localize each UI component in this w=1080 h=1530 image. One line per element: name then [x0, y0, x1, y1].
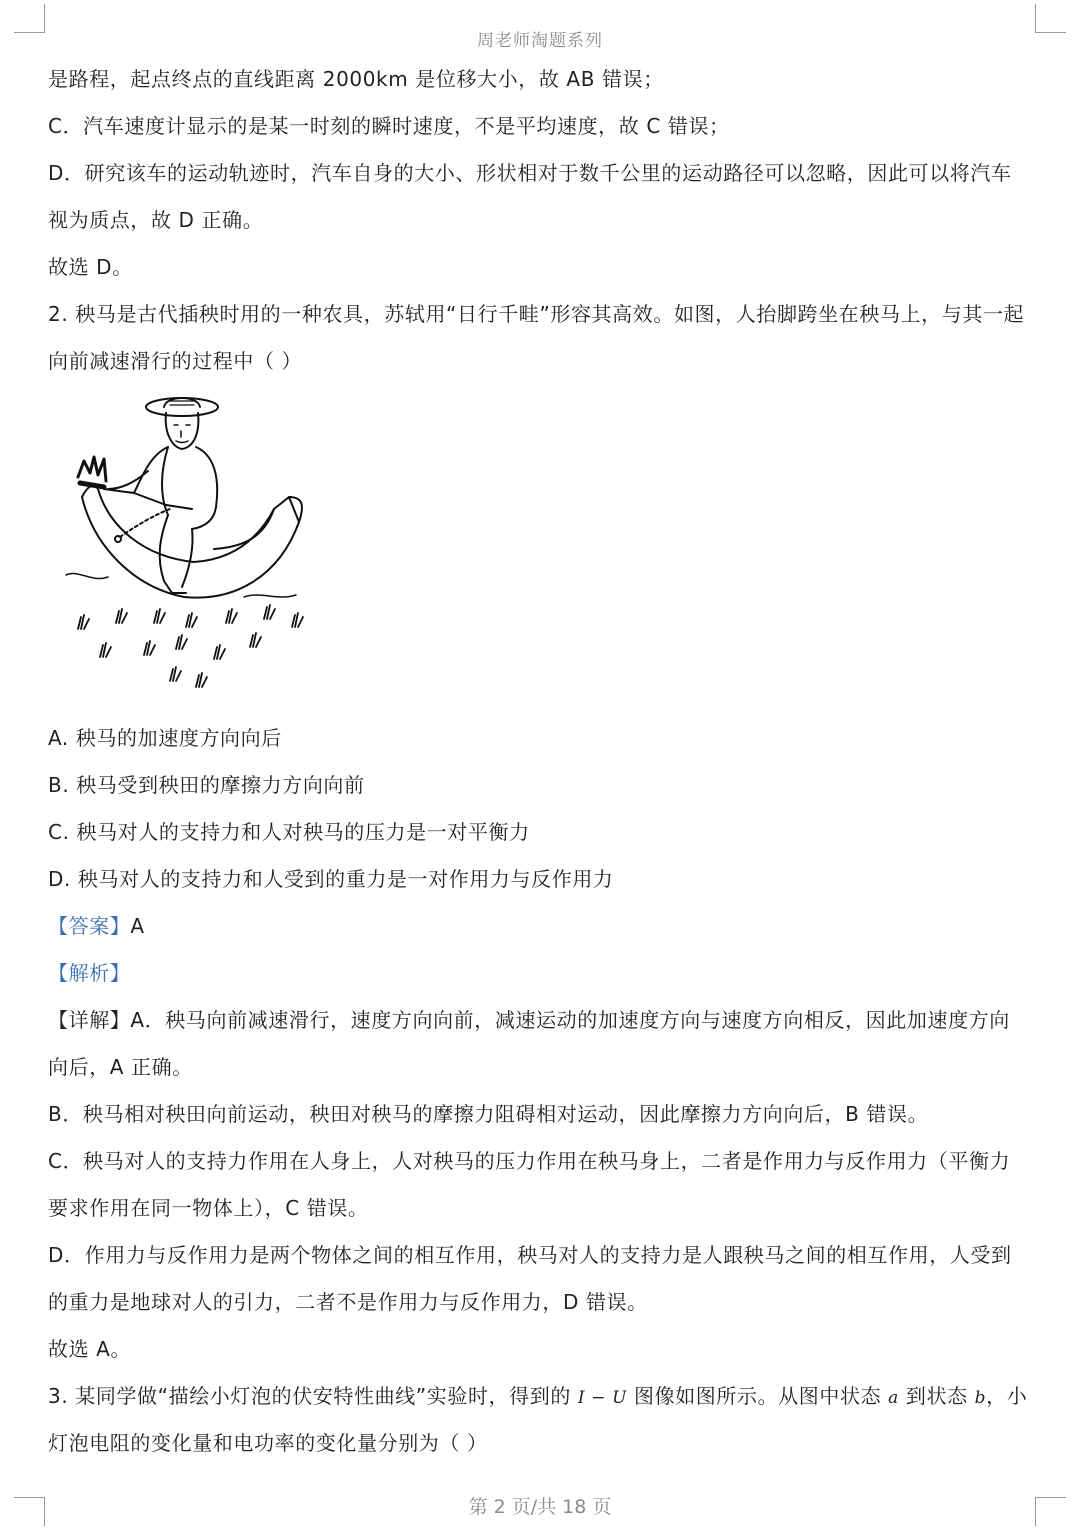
detail-line: D．作用力与反作用力是两个物体之间的相互作用，秧马对人的支持力是人跟秧马之间的相互作用，人受到	[48, 1243, 1012, 1267]
q3-text: 3. 某同学做“描绘小灯泡的伏安特性曲线”实验时，得到的	[48, 1384, 578, 1408]
text-line: C．汽车速度计显示的是某一时刻的瞬时速度，不是平均速度，故 C 错误；	[48, 114, 730, 138]
answer-value: A	[130, 914, 145, 938]
question-3-stem	[48, 1373, 1038, 1420]
question-2-figure	[48, 385, 1038, 715]
q3-text: ，小	[986, 1384, 1028, 1408]
answer-line	[48, 903, 1038, 950]
option-d: D. 秧马对人的支持力和人受到的重力是一对作用力与反作用力	[48, 867, 614, 891]
detail-line: B．秧马相对秧田向前运动，秧田对秧马的摩擦力阻碍相对运动，因此摩擦力方向向后，B 错误。	[48, 1102, 929, 1126]
question-2-stem: 2. 秧马是古代插秧时用的一种农具，苏轼用“日行千畦”形容其高效。如图，人抬脚跨坐在秧马上，与其一起	[48, 302, 1025, 326]
document-body	[48, 56, 1038, 1467]
text-line: D．研究该车的运动轨迹时，汽车自身的大小、形状相对于数千公里的运动路径可以忽略，因此可以将汽车	[48, 161, 1012, 185]
page-header: 周老师淘题系列	[477, 31, 603, 51]
q3-text: 图像如图所示。从图中状态	[627, 1384, 889, 1408]
detail-line: 向后，A 正确。	[48, 1055, 193, 1079]
detail-line: C．秧马对人的支持力作用在人身上，人对秧马的压力作用在秧马身上，二者是作用力与反作用力（平衡力	[48, 1149, 1011, 1173]
detail-line: 要求作用在同一物体上），C 错误。	[48, 1196, 369, 1220]
option-c: C. 秧马对人的支持力和人对秧马的压力是一对平衡力	[48, 820, 530, 844]
detail-line: 的重力是地球对人的引力，二者不是作用力与反作用力，D 错误。	[48, 1290, 648, 1314]
state-b-symbol: b	[974, 1388, 987, 1408]
analysis-tag: 【解析】	[48, 961, 131, 985]
text-line: 是路程，起点终点的直线距离 2000km 是位移大小，故 AB 错误；	[48, 67, 664, 91]
text-line: 视为质点，故 D 正确。	[48, 208, 264, 232]
detail-line: 【详解】A．秧马向前减速滑行，速度方向向前，减速运动的加速度方向与速度方向相反，因此加速度方向	[48, 1008, 1010, 1032]
iu-symbol: I − U	[577, 1388, 628, 1408]
page-footer: 第 2 页/共 18 页	[468, 1496, 612, 1518]
q3-text: 到状态	[898, 1384, 975, 1408]
conclusion-line: 故选 A。	[48, 1337, 132, 1361]
state-a-symbol: a	[888, 1388, 899, 1408]
text-line: 故选 D。	[48, 255, 133, 279]
option-b: B. 秧马受到秧田的摩擦力方向向前	[48, 773, 365, 797]
question-2-stem: 向前减速滑行的过程中（ ）	[48, 349, 303, 373]
option-a: A. 秧马的加速度方向向后	[48, 726, 282, 750]
answer-tag: 【答案】	[48, 914, 131, 938]
question-3-stem: 灯泡电阻的变化量和电功率的变化量分别为（ ）	[48, 1431, 488, 1455]
yangma-illustration	[64, 397, 324, 697]
